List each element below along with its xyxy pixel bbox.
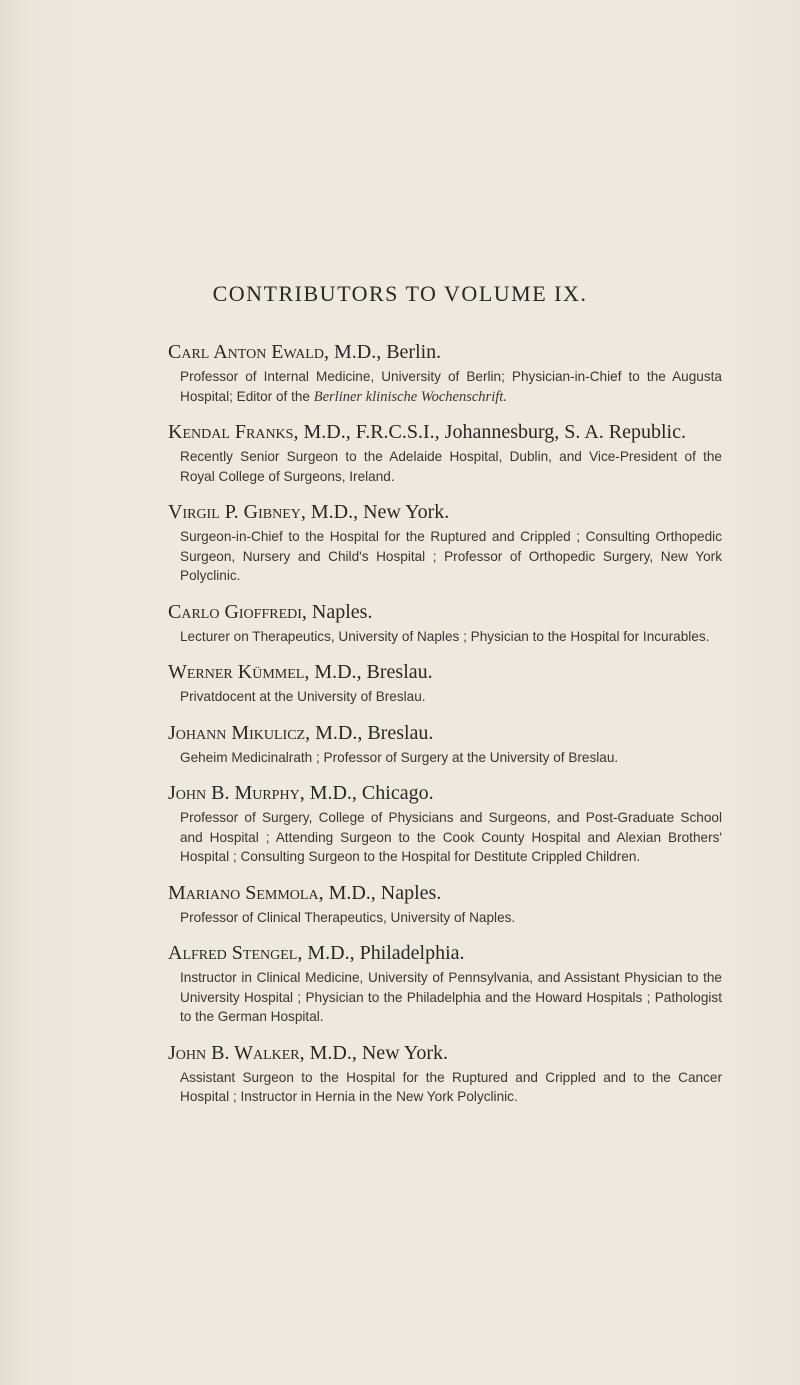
description-text: Professor of Internal Medicine, University of Berlin; Physician-in-Chief to the Augusta Hospital; Editor of the [180, 369, 722, 404]
contributor-name-line [168, 600, 728, 624]
contributor-name: John B. Murphy, [168, 782, 305, 804]
contributor-entry [168, 340, 728, 407]
contributor-description [180, 968, 728, 1028]
contributor-description [180, 447, 728, 487]
contributor-name: Carlo Gioffredi, [168, 600, 307, 623]
contributor-description [180, 687, 728, 708]
contributor-name-line [168, 420, 728, 444]
contributor-description [180, 627, 728, 648]
contributor-entry [168, 881, 728, 929]
contributor-entry [168, 600, 728, 648]
contributor-credentials: M.D., Breslau. [315, 721, 434, 744]
contributor-description [180, 748, 728, 769]
page-title: CONTRIBUTORS TO VOLUME IX. [212, 281, 588, 306]
description-text: Professor of Clinical Therapeutics, University of Naples. [180, 909, 516, 925]
contributor-name: Carl Anton Ewald, [168, 341, 329, 363]
contributor-list [168, 340, 728, 1121]
contributor-entry [168, 941, 728, 1028]
contributor-credentials: M.D., F.R.C.S.I., Johannesburg, S. A. Republic. [303, 421, 686, 443]
description-text: Privatdocent at the University of Breslau. [180, 689, 426, 704]
description-text: Lecturer on Therapeutics, University of Naples ; Physician to the Hospital for Incurables. [180, 628, 710, 644]
contributor-credentials: Naples. [311, 600, 373, 623]
description-text: Surgeon-in-Chief to the Hospital for the Ruptured and Crippled ; Consulting Orthopedic Surgeon, Nursery and Child's Hospital ; Professor of Orthopedic Surgery, New York Polyclinic. [180, 529, 722, 583]
contributor-credentials: M.D., Naples. [328, 881, 442, 904]
contributor-credentials: M.D., New York. [310, 501, 450, 523]
contributor-name-line [168, 500, 728, 524]
description-text: Professor of Surgery, College of Physicians and Surgeons, and Post-Graduate School and Hospital ; Attending Surgeon to the Cook County Hospital and Alexian Brothers' Hospital ; Consulting Surgeon to the Hospital for Destitute Crippled Children. [180, 810, 722, 864]
description-text: Geheim Medicinalrath ; Professor of Surgery at the University of Breslau. [180, 749, 619, 765]
contributor-name: Mariano Semmola, [168, 881, 324, 904]
description-italic: Berliner klinische Wochenschrift. [313, 388, 507, 405]
contributor-entry [168, 420, 728, 487]
contributor-entry [168, 721, 728, 769]
contributor-name-line [168, 781, 728, 805]
contributor-name: Werner Kümmel, [168, 661, 310, 683]
contributor-description [180, 808, 728, 868]
contributor-credentials: M.D., Philadelphia. [307, 942, 465, 964]
contributor-name-line [168, 1041, 728, 1065]
contributor-name: Virgil P. Gibney, [168, 501, 306, 523]
contributor-description [180, 908, 728, 929]
description-text: Instructor in Clinical Medicine, University of Pennsylvania, and Assistant Physician to the University Hospital ; Physician to the Philadelphia and the Howard Hospitals ; Pathologist to the German Hospital. [180, 970, 722, 1024]
contributor-name: Kendal Franks, [168, 421, 299, 443]
contributor-name: Johann Mikulicz, [168, 721, 311, 744]
contributor-credentials: M.D., Chicago. [309, 782, 434, 804]
contributor-name-line [168, 881, 728, 905]
contributor-name: Alfred Stengel, [168, 942, 303, 964]
contributor-description [180, 1068, 728, 1108]
description-text: Recently Senior Surgeon to the Adelaide Hospital, Dublin, and Vice-President of the Royal College of Surgeons, Ireland. [180, 449, 722, 484]
contributor-credentials: M.D., New York. [309, 1041, 448, 1064]
contributor-description [180, 527, 728, 587]
contributor-description [180, 367, 728, 407]
contributor-entry [168, 500, 728, 587]
contributor-entry [168, 660, 728, 708]
contributor-name-line [168, 340, 728, 364]
contributor-name-line [168, 721, 728, 745]
description-text: Assistant Surgeon to the Hospital for the Ruptured and Crippled and to the Cancer Hospital ; Instructor in Hernia in the New York Polyclinic. [180, 1069, 722, 1104]
contributor-name: John B. Walker, [168, 1041, 305, 1064]
contributor-entry [168, 1041, 728, 1108]
contributor-entry [168, 781, 728, 868]
contributor-name-line [168, 941, 728, 965]
contributor-credentials: M.D., Berlin. [333, 341, 442, 363]
contributor-credentials: M.D., Breslau. [314, 661, 433, 683]
contributor-name-line [168, 660, 728, 684]
